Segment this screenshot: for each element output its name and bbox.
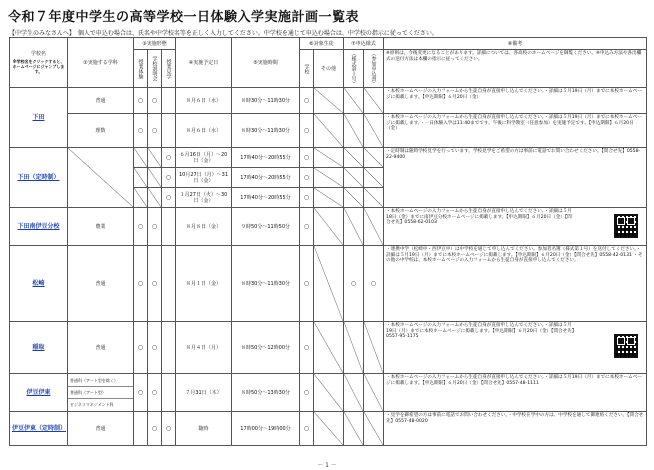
header-c3: 授業見学: [162, 50, 176, 88]
header-target-group: ⑥対象生徒: [300, 38, 344, 50]
header-target-school: 学校: [300, 50, 314, 88]
page-counter: － 1 －: [317, 462, 337, 469]
school-link-matsuzaki[interactable]: 松崎: [10, 246, 68, 322]
header-time: ⑤実施時間: [232, 38, 300, 88]
header-school: 学校名 ※学校名をクリックすると、ホームページにジャンプします。: [10, 38, 68, 88]
school-link-izuito[interactable]: 伊豆伊東: [10, 374, 68, 412]
header-content-group: ③実施形態: [134, 38, 176, 50]
header-apply-group: ⑦申込様式: [344, 38, 384, 50]
table-row: ○ １月27日（火）～30日（金） 17時40分～20時55分 ○: [10, 188, 647, 208]
table-row: 下田 普通 ○ ○ ８月６日（水） ８時30分～11時30分 ○ ・本校ホームページの入力フォームから生徒自身が直接申し込んでください。・詳細は５月19日（月）までに本校ホームページに掲載します。【申込期限】６月20日（金）: [10, 88, 647, 114]
qr-code-icon[interactable]: [614, 334, 638, 358]
schedule-table: [9, 37, 647, 446]
school-link-izuito-night[interactable]: 伊豆伊東（定時制）: [10, 412, 68, 446]
school-link-inatori[interactable]: 稲取: [10, 322, 68, 374]
table-row: 下田南伊豆分校 農業 ○ ○ ８月８日（金） ９時50分～11時50分 ○ ・本校ホームページの入力フォームから生徒自身が直接申し込んでください。・詳細は５月18日（金）までに南伊豆分校ホームページに掲載します。【申込期限】６月20日（金）【問合せ先】0558-62-0103: [10, 208, 647, 246]
header-apply2: （参加申込書）: [364, 50, 384, 88]
header-dept: ②実施する学科: [68, 38, 134, 88]
table-row: 下田（定時制） ○ ６月16日（月）～20日（金） 17時40分～20時55分 ○ ・定時制は随時学校見学を行っています。学校見学をご希望の方は事前に電話でお問い合わせください。【問合せ先】0558-22-9400: [10, 148, 647, 168]
header-date: ④実施予定日: [176, 38, 232, 88]
header-apply1: （様式第１号）: [344, 50, 364, 88]
school-link-shimoda-night[interactable]: 下田（定時制）: [10, 148, 68, 208]
table-row: 伊豆伊東（定時制） 普通 ○ ○ 随時 17時00分～19時00分 ○ ・見学を御希望の方は事前に電話でお問い合わせください。・中学校在学中の方は、中学校を通して御連絡ください。【問合せ先】0557-48-0020: [10, 412, 647, 446]
qr-code-icon[interactable]: [614, 214, 638, 238]
header-target-other: その他: [314, 50, 344, 88]
table-row: ○ 10月27日（月）～31日（金） 17時40分～20時55分 ○: [10, 168, 647, 188]
table-row: 松崎 普通 ○ ○ ８月１日（金） ８時30分～11時30分 ○ ○ ○ ・連携中学（松崎中・西伊豆中）は中学校を通じて申し込んでください。参加者名簿（様式第１号）を送付してください。・詳細は５月19日（月）までに本校ホームページに掲載します。【申込期限】６月20日（金）【問合せ先】0558-42-0131 ・その他の中学校は、本校ホームページの入力フォームから生徒自身が直接申し込んでください。: [10, 246, 647, 322]
notice-text: 【中学生のみなさんへ】 個人で申込む場合は、氏名や中学校名等を正しく入力してください。中学校を通じて申込む場合は、中学校の指示に従ってください。: [9, 30, 438, 37]
school-link-minamiizu[interactable]: 下田南伊豆分校: [10, 208, 68, 246]
header-c2: 学校説明会: [148, 50, 162, 88]
table-row: 伊豆伊東 普通科（アート型を除く） 普通科（アート型） ビジネスマネジメント科 ○ ○ ７月31日（木） ８時50分～13時30分 ○ ・本校ホームページの入力フォームから生徒自身が直接申し込んでください。・詳細は５月19日（月）までに本校ホームページに掲載します。【申込期限】６月20日（金）【問合せ先】0557-48-1111: [10, 374, 647, 412]
header-remarks-text: ※原則は、今後変更になることがあります。詳細については、各高校のホームページを御覧ください。※申込み方法や各出欄式の送付方法は本欄の指示に従ってください。: [384, 50, 647, 88]
header-c1: 授業体験: [134, 50, 148, 88]
page-title: 令和７年度中学生の高等学校一日体験入学実施計画一覧表: [8, 10, 360, 25]
table-row: 理数 ○ ○ ８月６日（水） ８時30分～11時30分 ○ ・本校ホームページの入力フォームから生徒自身が直接申し込んでください。・詳細は５月19日（月）までに本校ホームページに掲載します。・一日体験入学は11:40までです。午後に科学教室（任意参加）を実施予定です。【申込期限】６月20日（金）: [10, 114, 647, 148]
table-row: 稲取 普通 ○ ○ ８月４日（月） ８時50分～12時00分 ○ ・本校ホームページの入力フォームから生徒自身が直接申し込んでください。・詳細は５月19日（月）までに本校ホームページに掲載します。【申込期限】６月20日（金）【問合せ先】0557-95-1175: [10, 322, 647, 374]
header-remarks: ⑧備考: [384, 38, 647, 50]
school-link-shimoda[interactable]: 下田: [10, 88, 68, 148]
